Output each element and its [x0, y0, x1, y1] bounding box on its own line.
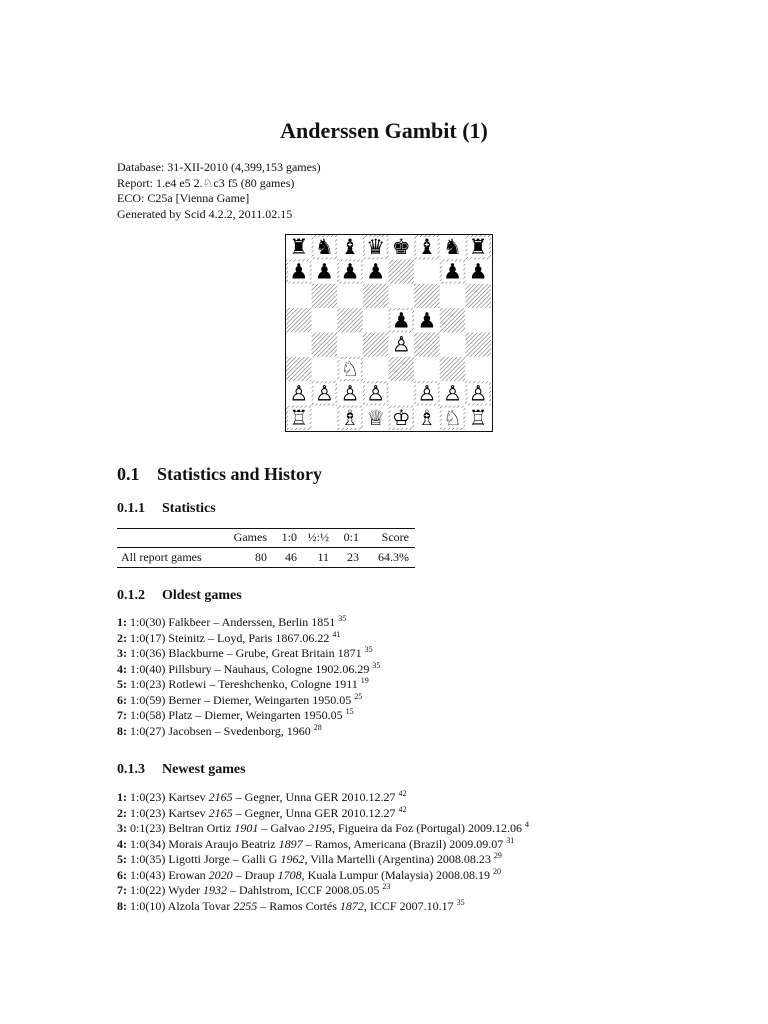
newest-game-item [117, 806, 529, 822]
newest-game-item [117, 821, 529, 837]
light-square [337, 284, 363, 308]
dark-square [440, 357, 466, 381]
cell-score: 64.3% [359, 548, 415, 568]
chess-piece: ♖ [289, 405, 309, 430]
header-score: Score [359, 529, 415, 548]
move-count: 35 [456, 897, 465, 907]
chess-piece: ♔ [391, 405, 411, 430]
player-rating: 1897 [278, 836, 303, 851]
game-index: 2: [117, 630, 130, 645]
chess-piece: ♞ [443, 235, 462, 260]
game-text: , Kuala Lumpur (Malaysia) 2008.08.19 [301, 867, 490, 882]
dark-square [465, 333, 491, 357]
dark-square [286, 357, 312, 381]
light-square [363, 357, 389, 381]
light-square [414, 259, 440, 283]
game-index: 3: [117, 821, 130, 835]
game-index: 4: [117, 836, 130, 851]
move-count: 20 [492, 866, 501, 876]
chess-piece: ♟ [443, 259, 462, 284]
chess-piece: ♖ [468, 405, 488, 430]
newest-game-item [117, 868, 529, 884]
dark-square [440, 308, 466, 332]
player-rating: 2165 [208, 790, 233, 804]
light-square [363, 308, 389, 332]
game-text: , ICCF 2007.10.17 [363, 898, 454, 913]
game-index: 5: [117, 677, 130, 691]
dark-square [286, 308, 312, 332]
player-rating: 2020 [208, 867, 233, 882]
game-text: – Dahlstrom, ICCF 2008.05.05 [227, 883, 380, 897]
light-square [465, 357, 491, 381]
game-text: 1:0(59) Berner – Diemer, Weingarten 1950.05 [130, 692, 355, 707]
game-text: – Ramos, Americana (Brazil) 2009.09.07 [302, 836, 504, 851]
oldest-game-item [117, 693, 380, 709]
dark-square [312, 284, 338, 308]
chess-piece: ♙ [443, 381, 462, 406]
chess-piece: ♟ [468, 259, 488, 284]
move-count: 41 [332, 629, 341, 639]
row-label: All report games [117, 548, 231, 568]
chess-piece: ♙ [366, 381, 386, 406]
oldest-number: 0.1.2 [117, 588, 145, 603]
move-count: 35 [372, 660, 381, 670]
chess-piece: ♟ [340, 259, 360, 284]
statistics-table [117, 528, 415, 568]
header-empty [117, 529, 231, 548]
move-count: 28 [313, 722, 322, 732]
section-title: Statistics and History [157, 464, 323, 484]
dark-square [389, 259, 415, 283]
game-index: 2: [117, 805, 130, 820]
move-count: 25 [354, 691, 363, 701]
move-count: 35 [338, 614, 347, 623]
game-index: 1: [117, 790, 130, 804]
newest-heading [117, 762, 246, 778]
newest-game-item [117, 790, 529, 806]
chess-piece: ♟ [366, 259, 386, 284]
game-text: – Draup [232, 867, 278, 882]
dark-square [363, 284, 389, 308]
game-text: 1:0(58) Platz – Diemer, Weingarten 1950.05 [130, 708, 346, 722]
game-index: 3: [117, 646, 130, 660]
game-text: 1:0(17) Steinitz – Loyd, Paris 1867.06.22 [130, 630, 333, 645]
light-square [440, 333, 466, 357]
oldest-game-item [117, 646, 380, 662]
chess-piece: ♚ [391, 235, 411, 260]
dark-square [389, 357, 415, 381]
chess-piece: ♙ [289, 381, 309, 406]
statistics-heading [117, 501, 216, 517]
chess-piece: ♛ [366, 235, 386, 260]
light-square [465, 308, 491, 332]
player-rating: 2195 [307, 821, 332, 835]
chess-piece: ♟ [417, 308, 437, 333]
header-wins: 1:0 [267, 529, 297, 548]
dark-square [465, 284, 491, 308]
oldest-games-list [117, 615, 380, 739]
game-text: 1:0(23) Rotlewi – Tereshchenko, Cologne 1911 [130, 677, 361, 691]
cell-games: 80 [231, 548, 267, 568]
move-count: 4 [524, 820, 529, 829]
game-text: , Villa Martelli (Argentina) 2008.08.23 [304, 852, 491, 866]
newest-game-item [117, 899, 529, 915]
game-text: , Figueira da Foz (Portugal) 2009.12.06 [331, 821, 522, 835]
eco-line: ECO: C25a [Vienna Game] [117, 191, 250, 205]
game-text: 1:0(40) Pillsbury – Nauhaus, Cologne 1902.06.29 [130, 661, 373, 676]
game-index: 8: [117, 723, 130, 738]
light-square [286, 284, 312, 308]
chess-piece: ♙ [417, 381, 437, 406]
newest-games-list [117, 790, 529, 914]
chess-piece: ♟ [391, 308, 411, 333]
dark-square [312, 333, 338, 357]
move-count: 15 [345, 707, 354, 716]
newest-game-item [117, 852, 529, 868]
chess-piece: ♟ [315, 259, 334, 284]
game-text: – Gegner, Unna GER 2010.12.27 [232, 790, 396, 804]
game-index: 6: [117, 867, 130, 882]
oldest-title: Oldest games [162, 588, 242, 603]
light-square [389, 381, 415, 405]
report-line: Report: 1.e4 e5 2.♘c3 f5 (80 games) [117, 175, 295, 190]
chess-piece: ♘ [340, 357, 360, 382]
generated-line: Generated by Scid 4.2.2, 2011.02.15 [117, 206, 293, 221]
oldest-game-item [117, 662, 380, 678]
chess-piece: ♗ [340, 405, 360, 430]
player-rating: 1932 [203, 883, 228, 897]
chess-board [285, 234, 493, 432]
oldest-game-item [117, 631, 380, 647]
game-text: 1:0(23) Kartsev [130, 805, 209, 820]
game-text: 1:0(30) Falkbeer – Anderssen, Berlin 1851 [130, 615, 339, 629]
game-index: 8: [117, 898, 130, 913]
game-text: – Gegner, Unna GER 2010.12.27 [232, 805, 396, 820]
chess-piece: ♘ [443, 405, 462, 430]
game-text: 1:0(10) Alzola Tovar [130, 898, 234, 913]
light-square [312, 406, 338, 430]
newest-game-item [117, 883, 529, 899]
move-count: 42 [398, 804, 407, 814]
game-index: 6: [117, 692, 130, 707]
player-rating: 1872 [339, 898, 364, 913]
dark-square [414, 333, 440, 357]
newest-number: 0.1.3 [117, 762, 145, 777]
game-text: 1:0(23) Kartsev [130, 790, 209, 804]
dark-square [337, 308, 363, 332]
move-count: 19 [360, 676, 369, 685]
oldest-game-item [117, 708, 380, 724]
chess-piece: ♜ [289, 235, 309, 260]
game-index: 1: [117, 615, 130, 629]
header-games: Games [231, 529, 267, 548]
chess-piece: ♙ [340, 381, 360, 406]
player-rating: 2165 [208, 805, 233, 820]
player-rating: 1901 [234, 821, 259, 835]
oldest-game-item [117, 615, 380, 631]
game-text: 1:0(27) Jacobsen – Svedenborg, 1960 [130, 723, 314, 738]
statistics-row [117, 548, 415, 568]
light-square [389, 284, 415, 308]
game-text: 1:0(34) Morais Araujo Beatriz [130, 836, 279, 851]
game-index: 4: [117, 661, 130, 676]
newest-game-item [117, 837, 529, 853]
game-text: 1:0(43) Erowan [130, 867, 209, 882]
light-square [312, 308, 338, 332]
chess-board-svg [286, 235, 491, 430]
chess-piece: ♟ [289, 259, 309, 284]
game-text: – Ramos Cortés [257, 898, 340, 913]
dark-square [363, 333, 389, 357]
chess-piece: ♙ [391, 332, 411, 357]
dark-square [414, 284, 440, 308]
game-text: – Galvao [258, 821, 308, 835]
cell-draws: 11 [297, 548, 329, 568]
game-index: 7: [117, 883, 130, 897]
statistics-number: 0.1.1 [117, 501, 145, 516]
chess-piece: ♗ [417, 405, 437, 430]
game-index: 7: [117, 708, 130, 722]
move-count: 42 [398, 789, 407, 798]
oldest-game-item [117, 677, 380, 693]
chess-piece: ♜ [468, 235, 488, 260]
chess-piece: ♞ [315, 235, 334, 260]
oldest-game-item [117, 724, 380, 740]
chess-piece: ♝ [417, 235, 437, 260]
section-number: 0.1 [117, 464, 140, 484]
move-count: 29 [493, 851, 502, 860]
move-count: 31 [506, 835, 515, 845]
header-draws: ½:½ [297, 529, 329, 548]
report-metadata [117, 160, 321, 222]
light-square [312, 357, 338, 381]
chess-piece: ♙ [315, 381, 334, 406]
light-square [414, 357, 440, 381]
move-count: 35 [364, 645, 373, 654]
move-count: 23 [382, 882, 391, 891]
game-text: 1:0(35) Ligotti Jorge – Galli G [130, 852, 281, 866]
statistics-header-row [117, 529, 415, 548]
section-heading [117, 464, 322, 485]
game-index: 5: [117, 852, 130, 866]
header-losses: 0:1 [329, 529, 359, 548]
newest-title: Newest games [162, 762, 246, 777]
game-text: 0:1(23) Beltran Ortiz [130, 821, 235, 835]
chess-piece: ♙ [468, 381, 488, 406]
database-line: Database: 31-XII-2010 (4,399,153 games) [117, 160, 321, 174]
chess-piece: ♝ [340, 235, 360, 260]
game-text: 1:0(36) Blackburne – Grube, Great Britain 1871 [130, 646, 365, 660]
player-rating: 2255 [233, 898, 258, 913]
chess-piece: ♕ [366, 405, 386, 430]
player-rating: 1962 [280, 852, 305, 866]
oldest-heading [117, 588, 242, 604]
cell-wins: 46 [267, 548, 297, 568]
player-rating: 1708 [277, 867, 302, 882]
light-square [440, 284, 466, 308]
light-square [337, 333, 363, 357]
game-text: 1:0(22) Wyder [130, 883, 204, 897]
light-square [286, 333, 312, 357]
statistics-title: Statistics [162, 501, 216, 516]
cell-losses: 23 [329, 548, 359, 568]
page-title: Anderssen Gambit (1) [280, 118, 488, 143]
